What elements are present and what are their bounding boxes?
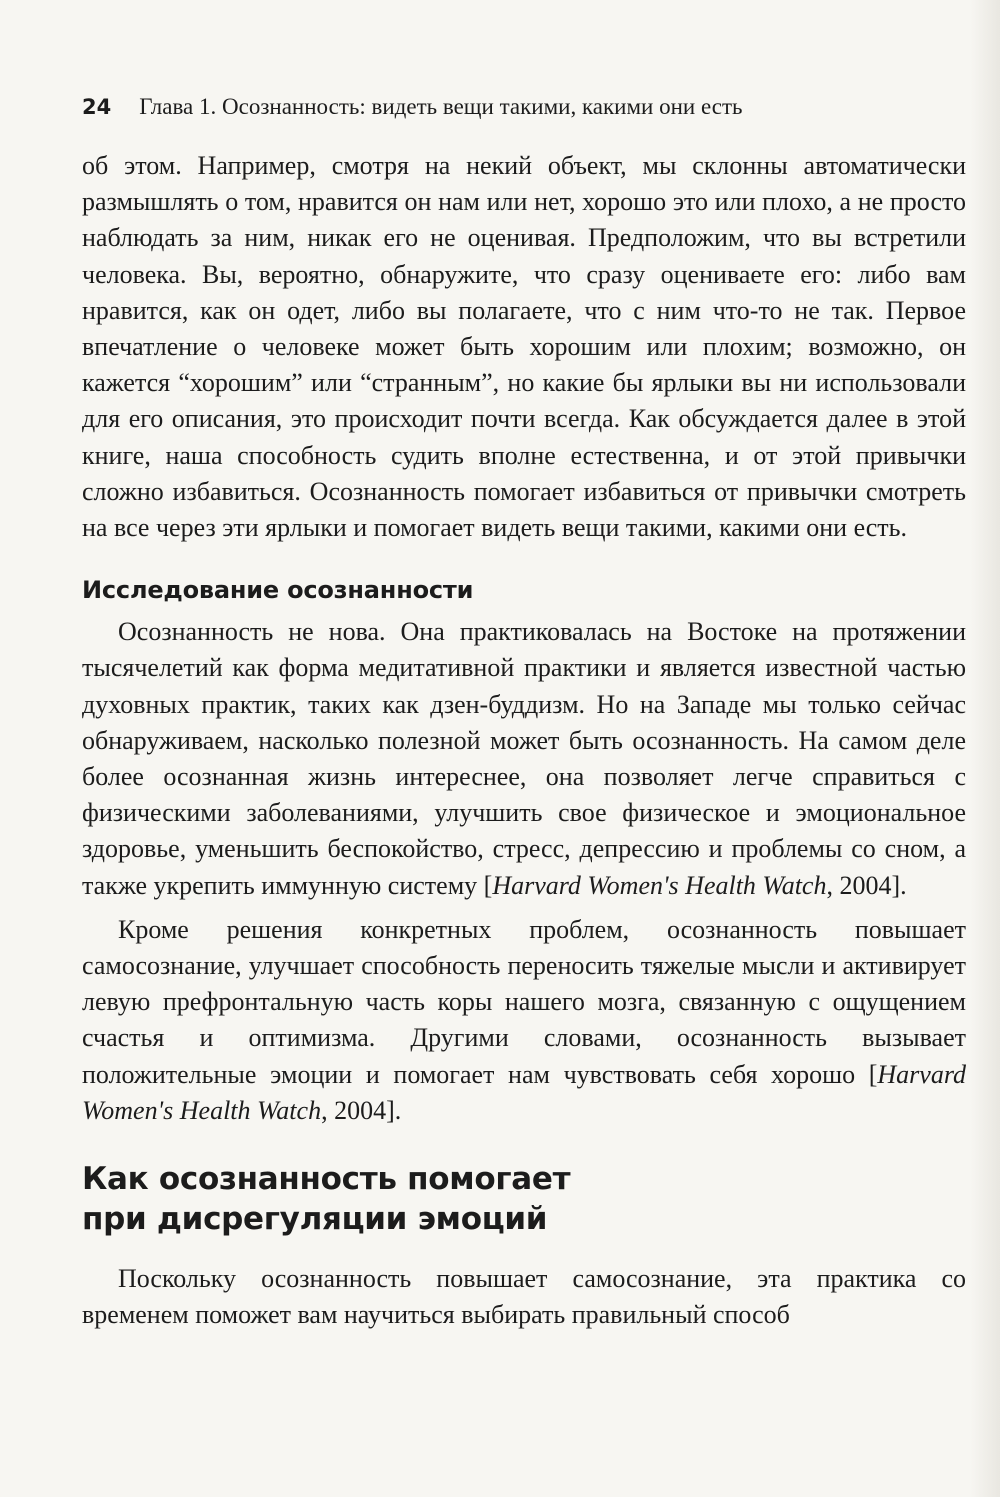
paragraph-1: об этом. Например, смотря на некий объект, мы склонны автоматически размышлять о том, нравится он нам или нет, хорошо это или плохо, а не просто наблюдать за ним, никак его не оценивая. Предположим, что вы встретили человека. Вы, вероятно, обнаружите, что сразу оцениваете его: либо вам нравится, как он одет, либо вы полагаете, что с ним что-то не так. Первое впечатление о человеке может быть хорошим или плохим; возможно, он кажется “хорошим” или “странным”, но какие бы ярлыки вы ни использовали для его описания, это происходит почти всегда. Как обсуждается далее в этой книге, наша способность судить вполне естественна, и от этой привычки сложно избавиться. Осознанность помогает избавиться от привычки смотреть на все через эти ярлыки и помогает видеть вещи такими, какими они есть.	[82, 151, 966, 543]
running-title: Глава 1. Осознанность: видеть вещи такими, какими они есть	[139, 94, 743, 119]
running-header	[82, 94, 743, 120]
citation-source: Harvard Women's Health Watch	[492, 870, 827, 900]
paragraph-2	[82, 614, 966, 904]
chapter-heading-line-1: Как осознанность помогает	[82, 1161, 571, 1198]
page-edge-shadow	[970, 0, 1000, 1497]
citation-year: , 2004].	[826, 870, 907, 900]
chapter-heading	[82, 1159, 966, 1239]
chapter-heading-line-2: при дисрегуляции эмоций	[82, 1201, 548, 1238]
citation-year: , 2004].	[321, 1095, 402, 1125]
page-body	[82, 148, 966, 1333]
page-number: 24	[82, 95, 112, 119]
citation-source: Harvard Women's Health Watch	[82, 1059, 966, 1125]
section-heading: Исследование осознанности	[82, 576, 474, 605]
paragraph-2-text: Осознанность не нова. Она практиковалась на Востоке на протяжении тысячелетий как форма медитативной практики и является известной частью духовных практик, таких как дзен-буддизм. Но на Западе мы только сейчас обнаруживаем, насколько полезной может быть осознанность. На самом деле более осознанная жизнь интереснее, она позволяет легче справиться с физическими заболеваниями, улучшить свое физическое и эмоциональное здоровье, уменьшить беспокойство, стресс, депрессию и проблемы со сном, а также укрепить иммунную систему [	[82, 617, 966, 900]
paragraph-4: Поскольку осознанность повышает самосознание, эта практика со временем поможет вам научиться выбирать правильный способ	[82, 1264, 966, 1330]
paragraph-3	[82, 912, 966, 1129]
paragraph-3-text: Кроме решения конкретных проблем, осознанность повышает самосознание, улучшает способность переносить тяжелые мысли и активирует левую префронтальную часть коры нашего мозга, связанную с ощущением счастья и оптимизма. Другими словами, осознанность вызывает положительные эмоции и помогает нам чувствовать себя хорошо [	[82, 914, 966, 1089]
